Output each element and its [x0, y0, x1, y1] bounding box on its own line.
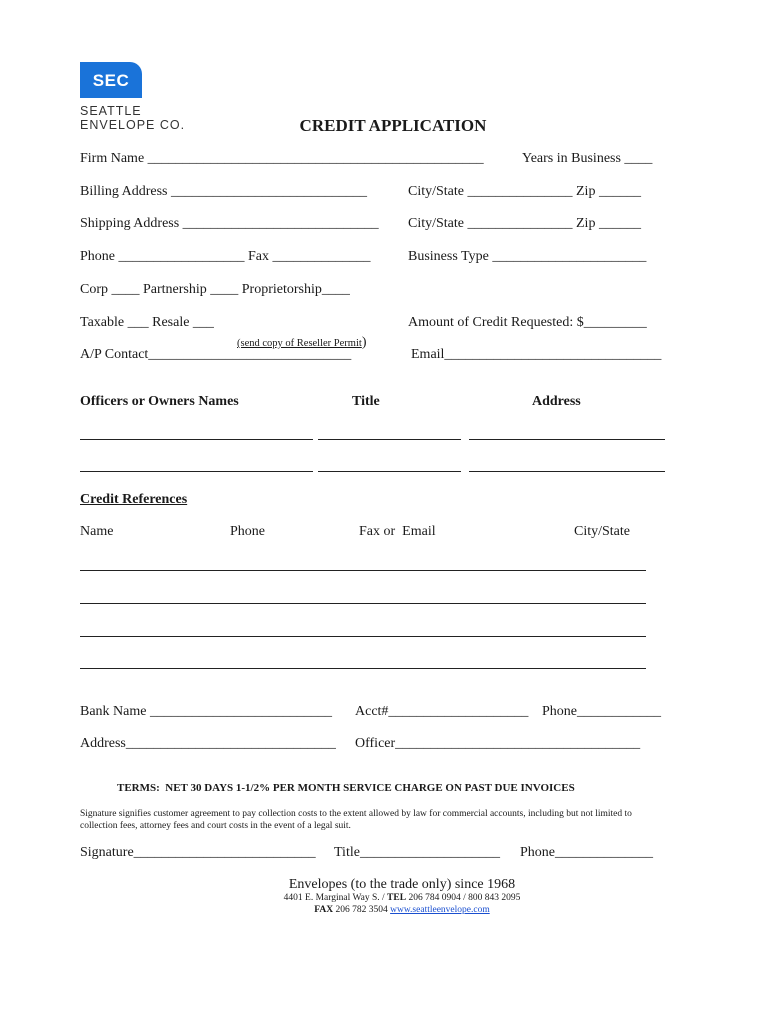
agreement-text-line2: collection fees, attorney fees and court costs in the event of a legal suit.	[80, 821, 351, 831]
logo-name-line1: SEATTLE	[80, 104, 142, 118]
bank-address-field[interactable]: Address______________________________	[80, 736, 336, 751]
officers-names-header: Officers or Owners Names	[80, 394, 239, 409]
credit-ref-city-state-header: City/State	[574, 524, 630, 539]
taxable-resale-field[interactable]: Taxable ___ Resale ___	[80, 315, 214, 330]
credit-ref-name-header: Name	[80, 524, 114, 539]
footer-tel-label: TEL	[387, 893, 407, 903]
logo-name-line2: ENVELOPE CO.	[80, 118, 186, 132]
footer-fax: 206 782 3504	[335, 905, 388, 915]
logo-mark: SEC	[92, 71, 130, 90]
footer-tagline: Envelopes (to the trade only) since 1968	[288, 877, 516, 892]
officer-title-line[interactable]	[318, 439, 461, 440]
officers-address-header: Address	[532, 394, 581, 409]
footer-fax-label: FAX	[314, 905, 334, 915]
agreement-text-line1: Signature signifies customer agreement to pay collection costs to the extent allowed by law for commercial accounts, including but not limited to	[80, 809, 632, 819]
reseller-permit-note-text: (send copy of Reseller Permit	[237, 338, 362, 349]
bank-name-field[interactable]: Bank Name __________________________	[80, 704, 332, 719]
business-type-field[interactable]: Business Type ______________________	[408, 249, 647, 264]
credit-requested-field[interactable]: Amount of Credit Requested: $_________	[408, 315, 647, 330]
footer-address: 4401 E. Marginal Way S. /	[283, 893, 385, 903]
footer-address-line	[0, 894, 770, 904]
officer-name-line[interactable]	[80, 471, 313, 472]
credit-reference-line[interactable]	[80, 603, 646, 604]
years-in-business-field[interactable]: Years in Business ____	[522, 151, 653, 166]
credit-reference-line[interactable]	[80, 570, 646, 571]
shipping-city-state-field[interactable]: City/State _______________ Zip ______	[408, 216, 641, 231]
signature-phone-field[interactable]: Phone______________	[520, 845, 653, 860]
credit-references-heading: Credit References	[80, 492, 188, 507]
bank-acct-field[interactable]: Acct#____________________	[355, 704, 529, 719]
credit-ref-phone-header: Phone	[230, 524, 265, 539]
officer-name-line[interactable]	[80, 439, 313, 440]
business-structure-field[interactable]: Corp ____ Partnership ____ Proprietorship____	[80, 282, 350, 297]
footer-website-link[interactable]: www.seattleenvelope.com	[390, 905, 490, 915]
shipping-address-field[interactable]: Shipping Address ____________________________	[80, 216, 379, 231]
officer-address-line[interactable]	[469, 439, 665, 440]
reseller-permit-note	[229, 318, 366, 350]
email-field[interactable]: Email_______________________________	[411, 347, 662, 362]
footer-tel: 206 784 0904 / 800 843 2095	[408, 893, 521, 903]
firm-name-field[interactable]: Firm Name ________________________________________________	[80, 151, 484, 166]
credit-reference-line[interactable]	[80, 636, 646, 637]
footer-contact-line	[0, 906, 770, 916]
credit-reference-line[interactable]	[80, 668, 646, 669]
officers-title-header: Title	[352, 394, 380, 409]
reseller-permit-note-close: )	[361, 335, 367, 350]
signature-field[interactable]: Signature__________________________	[80, 845, 316, 860]
phone-fax-field[interactable]: Phone __________________ Fax ______________	[80, 249, 371, 264]
billing-city-state-field[interactable]: City/State _______________ Zip ______	[408, 184, 641, 199]
officer-title-line[interactable]	[318, 471, 461, 472]
bank-officer-field[interactable]: Officer___________________________________	[355, 736, 641, 751]
company-logo	[80, 62, 142, 98]
payment-terms: TERMS: NET 30 DAYS 1-1/2% PER MONTH SERVICE CHARGE ON PAST DUE INVOICES	[117, 782, 575, 794]
billing-address-field[interactable]: Billing Address ____________________________	[80, 184, 368, 199]
bank-phone-field[interactable]: Phone____________	[542, 704, 661, 719]
ap-contact-field[interactable]: A/P Contact_____________________________	[80, 347, 352, 362]
officer-address-line[interactable]	[469, 471, 665, 472]
credit-ref-fax-email-header: Fax or Email	[359, 524, 436, 539]
signature-title-field[interactable]: Title____________________	[334, 845, 500, 860]
page-title: CREDIT APPLICATION	[299, 116, 487, 135]
